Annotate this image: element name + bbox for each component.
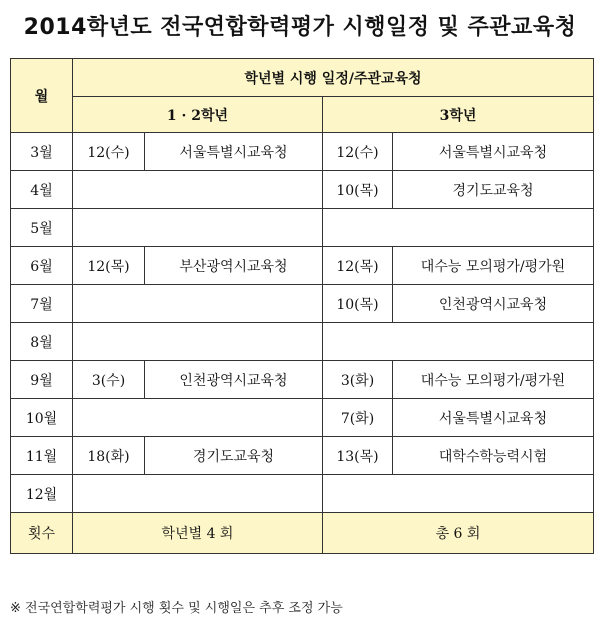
grade3-org: 경기도교육청 xyxy=(393,171,594,209)
month-cell: 8월 xyxy=(11,323,73,361)
month-cell: 12월 xyxy=(11,475,73,513)
table-row xyxy=(11,285,594,323)
grade3-org: 대수능 모의평가/평가원 xyxy=(393,247,594,285)
grade12-count: 학년별 4 회 xyxy=(73,513,323,554)
grade3-empty xyxy=(323,323,594,361)
grade3-date: 3(화) xyxy=(323,361,393,399)
month-header: 월 xyxy=(11,59,73,133)
table-row xyxy=(11,323,594,361)
grade12-org: 부산광역시교육청 xyxy=(145,247,323,285)
grade3-empty xyxy=(323,209,594,247)
table-row xyxy=(11,171,594,209)
month-cell: 11월 xyxy=(11,437,73,475)
month-cell: 9월 xyxy=(11,361,73,399)
grade3-org: 대학수학능력시험 xyxy=(393,437,594,475)
footnote: ※ 전국연합학력평가 시행 횟수 및 시행일은 추후 조정 가능 xyxy=(10,601,343,616)
month-cell: 3월 xyxy=(11,133,73,171)
schedule-table xyxy=(10,58,594,554)
grade12-date: 12(목) xyxy=(73,247,145,285)
grade12-empty xyxy=(73,475,323,513)
grade12-empty xyxy=(73,399,323,437)
grade3-empty xyxy=(323,475,594,513)
grade3-date: 12(목) xyxy=(323,247,393,285)
table-row xyxy=(11,247,594,285)
grade3-date: 13(목) xyxy=(323,437,393,475)
grade3-date: 10(목) xyxy=(323,171,393,209)
month-cell: 4월 xyxy=(11,171,73,209)
grade12-org: 서울특별시교육청 xyxy=(145,133,323,171)
group-header: 학년별 시행 일정/주관교육청 xyxy=(73,59,594,97)
grade12-date: 18(화) xyxy=(73,437,145,475)
grade12-header: 1 · 2학년 xyxy=(73,97,323,133)
grade12-empty xyxy=(73,209,323,247)
month-cell: 6월 xyxy=(11,247,73,285)
grade12-date: 12(수) xyxy=(73,133,145,171)
grade12-empty xyxy=(73,171,323,209)
page-title: 2014학년도 전국연합학력평가 시행일정 및 주관교육청 xyxy=(23,15,577,40)
month-cell: 10월 xyxy=(11,399,73,437)
grade3-org: 인천광역시교육청 xyxy=(393,285,594,323)
grade12-empty xyxy=(73,323,323,361)
grade12-empty xyxy=(73,285,323,323)
grade3-count: 총 6 회 xyxy=(323,513,594,554)
table-row xyxy=(11,361,594,399)
grade3-org: 대수능 모의평가/평가원 xyxy=(393,361,594,399)
grade3-date: 10(목) xyxy=(323,285,393,323)
table-row xyxy=(11,399,594,437)
grade12-date: 3(수) xyxy=(73,361,145,399)
grade3-date: 12(수) xyxy=(323,133,393,171)
schedule-rows xyxy=(11,133,594,513)
month-cell: 7월 xyxy=(11,285,73,323)
grade3-org: 서울특별시교육청 xyxy=(393,133,594,171)
table-row xyxy=(11,437,594,475)
count-label: 횟수 xyxy=(11,513,73,554)
grade3-header: 3학년 xyxy=(323,97,594,133)
grade3-date: 7(화) xyxy=(323,399,393,437)
grade3-org: 서울특별시교육청 xyxy=(393,399,594,437)
table-row xyxy=(11,475,594,513)
grade12-org: 경기도교육청 xyxy=(145,437,323,475)
table-row xyxy=(11,209,594,247)
month-cell: 5월 xyxy=(11,209,73,247)
grade12-org: 인천광역시교육청 xyxy=(145,361,323,399)
table-row xyxy=(11,133,594,171)
